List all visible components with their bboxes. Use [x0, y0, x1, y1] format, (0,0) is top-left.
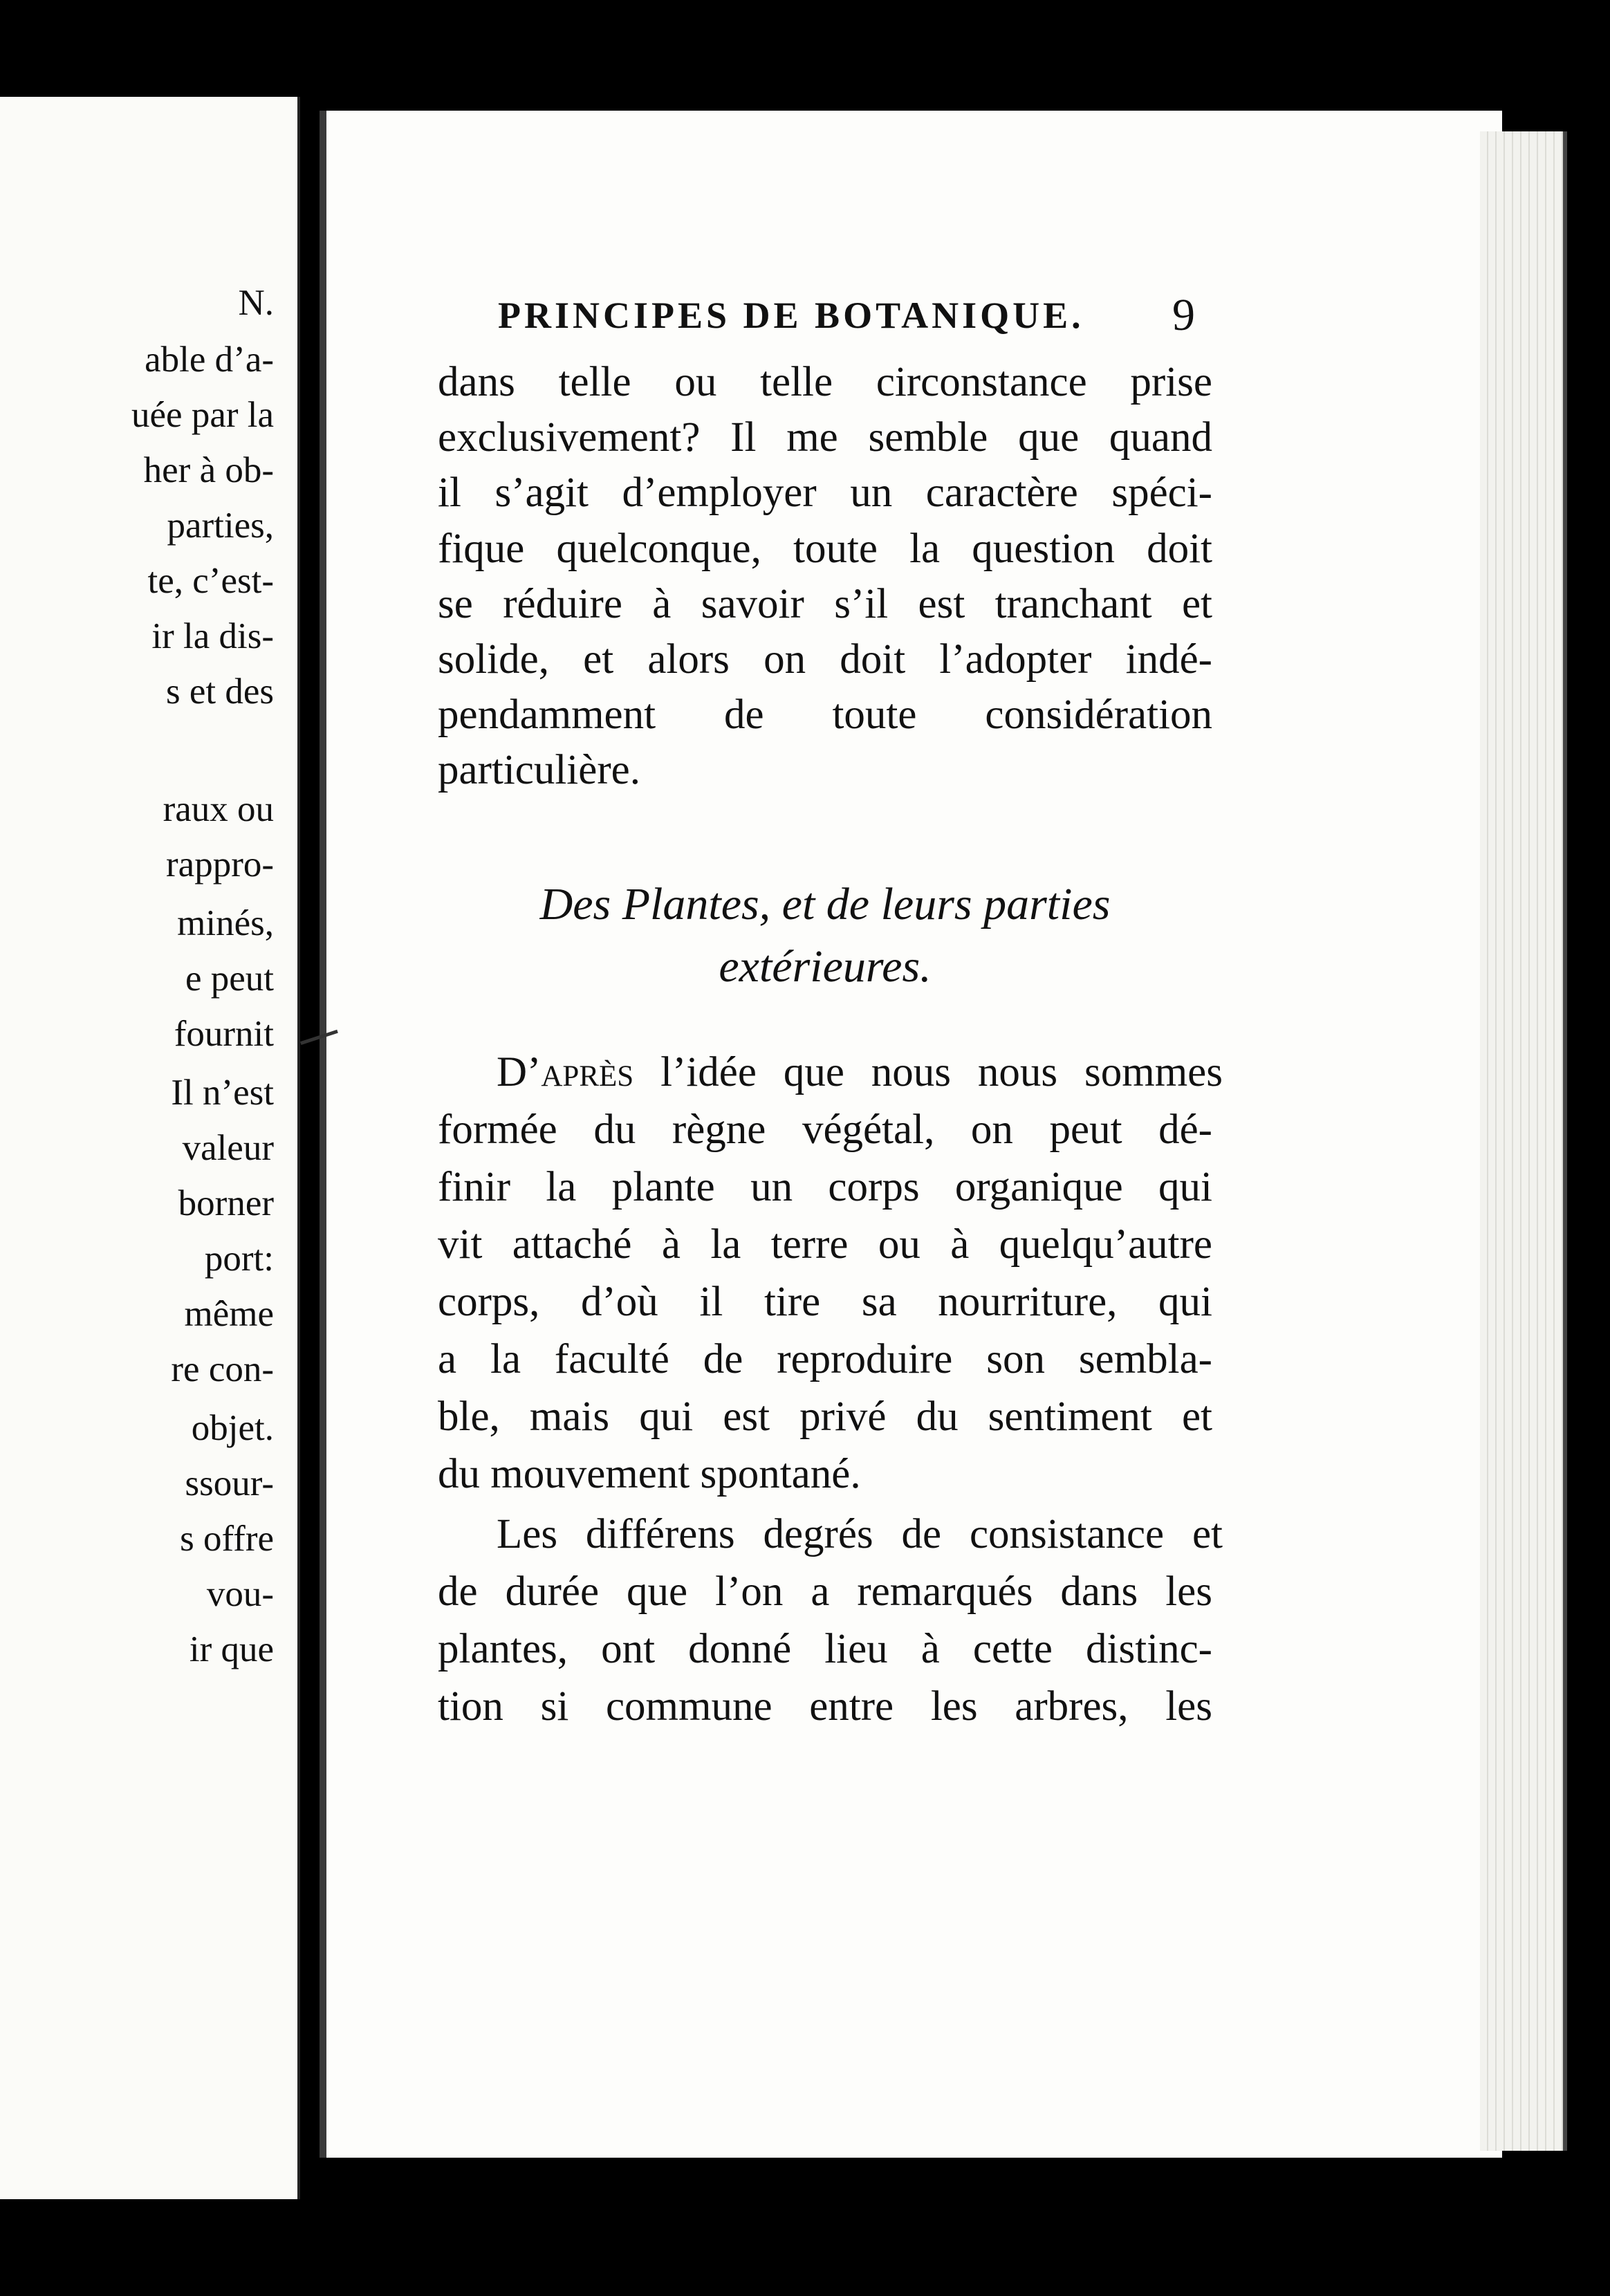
left-line: raux ou	[163, 789, 274, 829]
left-line: s offre	[180, 1519, 274, 1559]
left-line: her à ob-	[143, 450, 274, 490]
left-line: Il n’est	[171, 1073, 274, 1113]
left-line: fournit	[174, 1014, 274, 1054]
left-line: ir que	[189, 1629, 274, 1669]
text-line: dans telle ou telle circonstance prise	[438, 359, 1212, 405]
text-line: Les différens degrés de consistance et	[497, 1511, 1223, 1557]
left-line: e peut	[185, 959, 274, 999]
left-line: borner	[178, 1183, 274, 1223]
text-line: se réduire à savoir s’il est tranchant et	[438, 581, 1212, 627]
left-line: port:	[204, 1239, 274, 1279]
left-line: rappro-	[166, 844, 274, 885]
text-line: particulière.	[438, 747, 640, 793]
section-title-line-1: Des Plantes, et de leurs parties	[539, 879, 1111, 929]
section-title-line-2: extérieures.	[719, 941, 932, 992]
left-line: minés,	[177, 903, 274, 943]
text-line: de durée que l’on a remarqués dans les	[438, 1568, 1212, 1615]
text-line: exclusivement? Il me semble que quand	[438, 414, 1212, 461]
text-line: a la faculté de reproduire son sembla-	[438, 1336, 1212, 1382]
left-line: parties,	[167, 506, 274, 546]
left-line: s et des	[165, 672, 274, 712]
page-edge	[1480, 131, 1567, 2151]
left-line: valeur	[182, 1128, 274, 1168]
text-line: plantes, ont donné lieu à cette distinc-	[438, 1626, 1212, 1672]
text-line: il s’agit d’employer un caractère spéci-	[438, 470, 1212, 516]
text-line: du mouvement spontané.	[438, 1451, 861, 1497]
text-line: solide, et alors on doit l’adopter indé-	[438, 636, 1212, 683]
text-line: pendamment de toute considération	[438, 692, 1212, 738]
first-line-rest: l’idée que nous nous sommes	[633, 1049, 1223, 1095]
drop-word: D’après	[497, 1049, 634, 1095]
text-line: tion si commune entre les arbres, les	[438, 1683, 1212, 1730]
left-line: ssour-	[185, 1463, 274, 1503]
text-line: fique quelconque, toute la question doit	[438, 526, 1212, 572]
left-line: uée par la	[131, 395, 274, 435]
text-line: ble, mais qui est privé du sentiment et	[438, 1394, 1212, 1440]
left-line: ir la dis-	[151, 616, 274, 656]
left-line: able d’a-	[145, 340, 274, 380]
paragraph-first-line	[497, 1051, 1223, 1093]
text-line: formée du règne végétal, on peut dé-	[438, 1107, 1212, 1153]
left-line: vou-	[206, 1574, 274, 1614]
left-line: re con-	[171, 1349, 274, 1389]
left-line: N.	[238, 283, 274, 323]
page-number: 9	[1172, 290, 1195, 340]
left-line: objet.	[191, 1408, 274, 1448]
left-line: te, c’est-	[147, 561, 274, 601]
text-line: vit attaché à la terre ou à quelqu’autre	[438, 1221, 1212, 1268]
facing-page-left	[0, 97, 300, 2199]
text-line: corps, d’où il tire sa nourriture, qui	[438, 1279, 1212, 1325]
running-head: PRINCIPES DE BOTANIQUE.	[498, 295, 1084, 336]
text-line: finir la plante un corps organique qui	[438, 1164, 1212, 1210]
left-line: même	[184, 1294, 274, 1334]
